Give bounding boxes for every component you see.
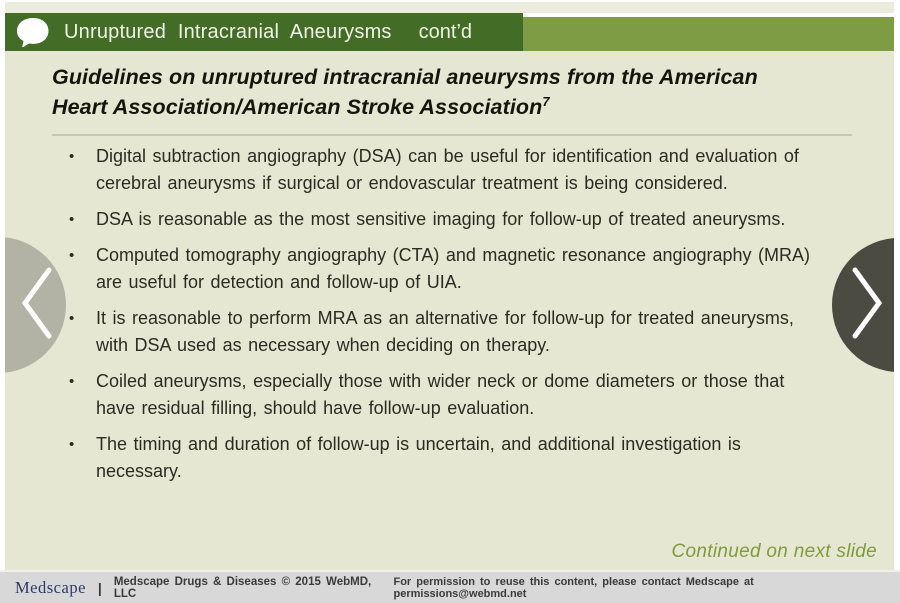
slide-title-line-1: Guidelines on unruptured intracranial aneurysms from the American <box>52 65 758 89</box>
slide-title <box>52 62 862 122</box>
slide-title-line-2: Heart Association/American Stroke Association <box>52 95 543 119</box>
bullet-item: • It is reasonable to perform MRA as an alternative for follow-up for treated aneurysms, with DSA used as necessary when deciding on therapy. <box>67 305 824 359</box>
continued-note: Continued on next slide <box>671 541 877 562</box>
chevron-left-icon <box>21 266 53 345</box>
header-title-segment <box>5 13 523 51</box>
footer-permission-text: For permission to reuse this content, please contact Medscape at permissions@webmd.net <box>393 575 754 600</box>
bullet-list <box>67 143 824 494</box>
header-accent-segment <box>523 17 894 51</box>
chevron-right-icon <box>851 266 883 345</box>
bullet-item: • Computed tomography angiography (CTA) and magnetic resonance angiography (MRA) are useful for detection and follow-up of UIA. <box>67 242 824 296</box>
bullet-item: • DSA is reasonable as the most sensitive imaging for follow-up of treated aneurysms. <box>67 206 824 233</box>
footer-source-text: Medscape Drugs & Diseases © 2015 WebMD, LLC <box>113 575 372 600</box>
medscape-logo: Medscape <box>15 577 86 597</box>
bullet-item: • Digital subtraction angiography (DSA) can be useful for identification and evaluation of cerebral aneurysms if surgical or endovascular treatment is being considered. <box>67 143 824 197</box>
previous-slide-button[interactable] <box>5 237 66 373</box>
speech-bubble-icon <box>14 17 51 47</box>
header-contd-label: cont’d <box>418 20 473 43</box>
bullet-item: • The timing and duration of follow-up is uncertain, and additional investigation is necessary. <box>67 431 824 485</box>
next-slide-button[interactable] <box>832 238 894 372</box>
footer-bar <box>0 570 900 603</box>
footer-separator: | <box>97 579 102 596</box>
slide-title-reference: 7 <box>542 93 550 109</box>
page-top-strip <box>5 2 894 13</box>
bullet-item: • Coiled aneurysms, especially those with wider neck or dome diameters or those that have residual filling, should have follow-up evaluation. <box>67 368 824 422</box>
slide-header-bar <box>5 13 894 51</box>
slide-body <box>5 51 894 570</box>
title-divider <box>52 134 852 136</box>
header-title: Unruptured Intracranial Aneurysms <box>64 20 392 43</box>
footer-left-group <box>15 576 393 600</box>
